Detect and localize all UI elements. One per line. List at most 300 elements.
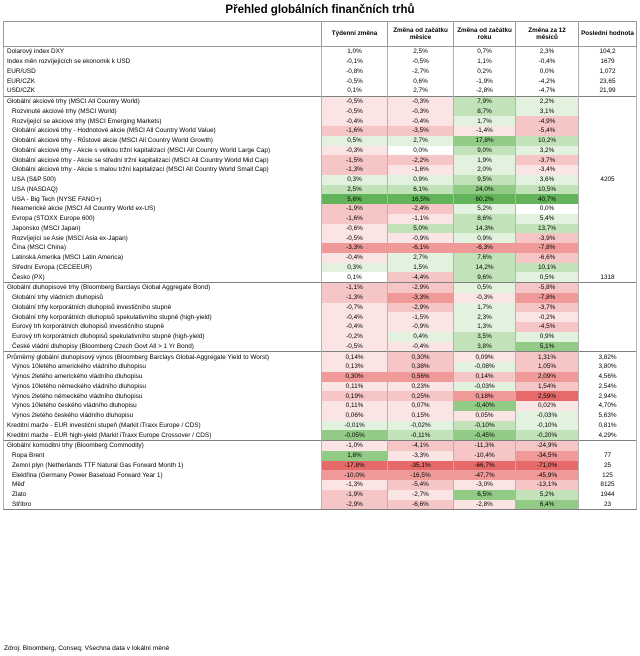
cell-weekly-change: -1,0% [322,441,388,451]
table-row [4,322,637,332]
cell-weekly-change: -0,05% [322,430,388,440]
cell-12m-change: -6,6% [516,253,579,263]
cell-weekly-change: 0,14% [322,352,388,362]
cell-weekly-change: -0,5% [322,96,388,106]
cell-last-value: 0,81% [579,421,637,431]
row-label: Zlato [4,490,322,500]
row-label: Rozvíjející se Asie (MSCI Asia ex-Japan) [4,233,322,243]
cell-ytd-change: 9,5% [454,175,516,185]
cell-ytd-change: -0,45% [454,430,516,440]
cell-ytd-change: 17,8% [454,136,516,146]
cell-weekly-change: -0,4% [322,312,388,322]
cell-last-value: 4,29% [579,430,637,440]
table-row [4,175,637,185]
cell-ytd-change: 5,2% [454,204,516,214]
row-label: Globální akciové trhy (MSCI All Country World) [4,96,322,106]
cell-ytd-change: 60,2% [454,194,516,204]
cell-last-value: 2,54% [579,382,637,392]
cell-mtd-change: -16,5% [388,470,454,480]
cell-weekly-change: -10,0% [322,470,388,480]
cell-ytd-change: 0,18% [454,391,516,401]
table-row [4,57,637,67]
cell-weekly-change: -2,9% [322,500,388,510]
cell-12m-change: 40,7% [516,194,579,204]
table-row [4,480,637,490]
cell-ytd-change: -0,10% [454,421,516,431]
header-12m-change: Změna za 12 měsíců [516,22,579,47]
cell-mtd-change: -2,7% [388,67,454,77]
cell-last-value [579,136,637,146]
cell-last-value: 25 [579,461,637,471]
cell-ytd-change: 9,6% [454,272,516,282]
row-label: Index měn rozvíjejících se ekonomik k USD [4,57,322,67]
cell-ytd-change: -0,03% [454,382,516,392]
cell-12m-change: 3,6% [516,175,579,185]
cell-weekly-change: -0,5% [322,342,388,352]
row-label: USD/CZK [4,86,322,96]
row-label: Kreditní marže - EUR high-yield (Markit iTraxx Europe Crossover / CDS) [4,430,322,440]
cell-12m-change: 2,59% [516,391,579,401]
cell-weekly-change: 0,06% [322,411,388,421]
cell-weekly-change: -0,2% [322,332,388,342]
cell-weekly-change: -0,1% [322,57,388,67]
cell-last-value [579,293,637,303]
cell-12m-change: -4,9% [516,116,579,126]
cell-weekly-change: -1,6% [322,214,388,224]
row-label: Globální akciové trhy - Akcie s velkou tržní kapitalizací (MSCI All Country World Large Cap) [4,146,322,156]
cell-ytd-change: 0,09% [454,352,516,362]
cell-weekly-change: -17,8% [322,461,388,471]
cell-mtd-change: 2,7% [388,136,454,146]
row-label: Dolarový index DXY [4,47,322,57]
cell-last-value [579,96,637,106]
row-label: Globální akciové trhy - Akcie s malou tržní kapitalizací (MSCI All Country World Small Cap) [4,165,322,175]
cell-12m-change: -3,7% [516,303,579,313]
row-label: Rozvinuté akciové trhy (MSCI World) [4,107,322,117]
table-body [4,47,637,510]
table-row [4,283,637,293]
table-row [4,224,637,234]
cell-weekly-change: -0,5% [322,107,388,117]
row-label: Rozvíjející se akciové trhy (MSCI Emerging Markets) [4,116,322,126]
header-label [4,22,322,47]
cell-ytd-change: 0,05% [454,411,516,421]
cell-ytd-change: 1,1% [454,57,516,67]
cell-ytd-change: -0,40% [454,401,516,411]
cell-ytd-change: 7,9% [454,96,516,106]
cell-12m-change: 5,1% [516,342,579,352]
cell-weekly-change: 1,8% [322,451,388,461]
cell-ytd-change: 1,9% [454,155,516,165]
cell-12m-change: -0,2% [516,312,579,322]
table-row [4,146,637,156]
table-row [4,500,637,510]
table-row [4,332,637,342]
table-row [4,253,637,263]
cell-last-value [579,283,637,293]
table-row [4,362,637,372]
cell-12m-change: 13,7% [516,224,579,234]
cell-12m-change: -3,9% [516,233,579,243]
table-row [4,116,637,126]
cell-12m-change: 10,1% [516,263,579,273]
cell-last-value [579,116,637,126]
cell-12m-change: 6,4% [516,500,579,510]
cell-last-value [579,155,637,165]
cell-weekly-change: -3,3% [322,243,388,253]
cell-ytd-change: 2,0% [454,165,516,175]
row-label: Výnos 2letého českého vládního dluhopisu [4,411,322,421]
cell-last-value [579,303,637,313]
row-label: Čína (MSCI China) [4,243,322,253]
cell-weekly-change: -1,3% [322,293,388,303]
row-label: Zemní plyn (Netherlands TTF Natural Gas Forward Month 1) [4,461,322,471]
cell-last-value [579,233,637,243]
cell-mtd-change: 0,56% [388,372,454,382]
cell-last-value: 21,99 [579,86,637,96]
cell-weekly-change: -1,6% [322,126,388,136]
table-row [4,342,637,352]
cell-ytd-change: -2,8% [454,500,516,510]
cell-ytd-change: -66,7% [454,461,516,471]
table-row [4,47,637,57]
cell-12m-change: -4,5% [516,322,579,332]
table-row [4,441,637,451]
cell-12m-change: 1,31% [516,352,579,362]
row-label: Eurový trh korporátních dluhopisů investičního stupně [4,322,322,332]
cell-last-value [579,224,637,234]
cell-weekly-change: 0,11% [322,401,388,411]
cell-mtd-change: 2,7% [388,86,454,96]
header-last-value: Poslední hodnota [579,22,637,47]
cell-mtd-change: -1,1% [388,214,454,224]
cell-12m-change: 0,02% [516,401,579,411]
cell-12m-change: -45,9% [516,470,579,480]
cell-ytd-change: 7,6% [454,253,516,263]
cell-last-value [579,441,637,451]
cell-ytd-change: 14,2% [454,263,516,273]
cell-ytd-change: -6,3% [454,243,516,253]
cell-weekly-change: -0,7% [322,303,388,313]
cell-mtd-change: -0,02% [388,421,454,431]
cell-mtd-change: -0,3% [388,107,454,117]
cell-ytd-change: 0,14% [454,372,516,382]
cell-weekly-change: -1,3% [322,480,388,490]
cell-ytd-change: 0,2% [454,67,516,77]
cell-ytd-change: 0,9% [454,233,516,243]
row-label: Stříbro [4,500,322,510]
table-row [4,430,637,440]
cell-12m-change: -71,0% [516,461,579,471]
row-label: Průměrný globální dluhopisový výnos (Bloomberg Barclays Global-Aggregate Yield to Worst) [4,352,322,362]
cell-ytd-change: 2,3% [454,312,516,322]
table-row [4,391,637,401]
cell-last-value: 77 [579,451,637,461]
table-row [4,382,637,392]
cell-last-value [579,322,637,332]
cell-last-value [579,204,637,214]
cell-mtd-change: 6,1% [388,185,454,195]
cell-last-value: 1944 [579,490,637,500]
cell-ytd-change: 3,8% [454,342,516,352]
cell-12m-change: -3,4% [516,165,579,175]
cell-last-value: 23 [579,500,637,510]
cell-mtd-change: -1,6% [388,165,454,175]
cell-ytd-change: 3,5% [454,332,516,342]
cell-12m-change: -0,10% [516,421,579,431]
cell-last-value: 3,82% [579,352,637,362]
table-row [4,165,637,175]
cell-12m-change: -24,9% [516,441,579,451]
table-row [4,185,637,195]
table-row [4,204,637,214]
cell-mtd-change: -2,7% [388,490,454,500]
table-row [4,263,637,273]
cell-mtd-change: 2,5% [388,47,454,57]
row-label: Japonsko (MSCI Japan) [4,224,322,234]
table-row [4,76,637,86]
cell-ytd-change: -10,4% [454,451,516,461]
cell-12m-change: -13,1% [516,480,579,490]
table-row [4,96,637,106]
row-label: Globální akciové trhy - Hodnotové akcie (MSCI All Country World Value) [4,126,322,136]
cell-weekly-change: 0,5% [322,136,388,146]
cell-12m-change: -7,8% [516,243,579,253]
row-label: Česko (PX) [4,272,322,282]
cell-12m-change: -4,7% [516,86,579,96]
cell-mtd-change: -2,4% [388,204,454,214]
cell-12m-change: -5,4% [516,126,579,136]
source-note: Zdroj: Bloomberg, Conseq; Všechna data v lokální měně [4,645,170,652]
row-label: Výnos 10letého českého vládního dluhopisu [4,401,322,411]
cell-last-value [579,332,637,342]
cell-last-value [579,194,637,204]
row-label: Evropa (STOXX Europe 600) [4,214,322,224]
cell-12m-change: 10,2% [516,136,579,146]
cell-last-value [579,263,637,273]
cell-ytd-change: -11,3% [454,441,516,451]
row-label: Ropa Brent [4,451,322,461]
cell-12m-change: 1,05% [516,362,579,372]
cell-last-value [579,243,637,253]
cell-weekly-change: 0,13% [322,362,388,372]
cell-ytd-change: 0,5% [454,283,516,293]
cell-mtd-change: 16,5% [388,194,454,204]
cell-ytd-change: 8,7% [454,107,516,117]
cell-last-value [579,146,637,156]
cell-mtd-change: -0,9% [388,233,454,243]
row-label: Výnos 10letého německého vládního dluhopisu [4,382,322,392]
row-label: Globální trhy korporátních dluhopisů spekulativního stupně (high-yield) [4,312,322,322]
cell-12m-change: 5,2% [516,490,579,500]
cell-last-value: 8125 [579,480,637,490]
row-label: Globální trhy korporátních dluhopisů investičního stupně [4,303,322,313]
cell-weekly-change: -0,4% [322,253,388,263]
table-row [4,372,637,382]
cell-mtd-change: -3,5% [388,126,454,136]
cell-last-value [579,214,637,224]
row-label: Výnos 2letého amerického vládního dluhopisu [4,372,322,382]
table-row [4,461,637,471]
cell-ytd-change: -47,7% [454,470,516,480]
cell-mtd-change: -3,3% [388,451,454,461]
cell-ytd-change: 0,7% [454,47,516,57]
cell-12m-change: 1,54% [516,382,579,392]
cell-weekly-change: 0,3% [322,175,388,185]
row-label: EUR/CZK [4,76,322,86]
cell-weekly-change: -0,5% [322,76,388,86]
row-label: Globální dluhopisové trhy (Bloomberg Barclays Global Aggregate Bond) [4,283,322,293]
table-row [4,421,637,431]
cell-mtd-change: -0,3% [388,96,454,106]
header-ytd-change: Změna od začátku roku [454,22,516,47]
cell-12m-change: 0,0% [516,67,579,77]
row-label: Eurový trh korporátních dluhopisů spekulativního stupně (high-yield) [4,332,322,342]
cell-weekly-change: -0,8% [322,67,388,77]
cell-mtd-change: -6,6% [388,500,454,510]
row-label: Globální akciové trhy - Akcie se střední tržní kapitalizací (MSCI All Country World Mid Cap) [4,155,322,165]
cell-ytd-change: 14,3% [454,224,516,234]
cell-weekly-change: 0,19% [322,391,388,401]
cell-mtd-change: 1,5% [388,263,454,273]
markets-table [3,21,637,510]
table-row [4,194,637,204]
table-row [4,155,637,165]
row-label: Globální komoditní trhy (Bloomberg Commodity) [4,441,322,451]
cell-weekly-change: -0,5% [322,233,388,243]
cell-last-value: 1318 [579,272,637,282]
cell-last-value [579,165,637,175]
cell-weekly-change: -0,3% [322,146,388,156]
cell-weekly-change: -0,01% [322,421,388,431]
cell-12m-change: 3,1% [516,107,579,117]
cell-weekly-change: 5,6% [322,194,388,204]
cell-last-value [579,107,637,117]
row-label: Neamerické akcie (MSCI All Country World ex-US) [4,204,322,214]
cell-12m-change: -5,8% [516,283,579,293]
row-label: USA (NASDAQ) [4,185,322,195]
cell-weekly-change: 0,30% [322,372,388,382]
cell-weekly-change: -0,4% [322,322,388,332]
table-row [4,293,637,303]
row-label: České vládní dluhopisy (Bloomberg Czech Govt All > 1 Yr Bond) [4,342,322,352]
row-label: Globální trhy vládních dluhopisů [4,293,322,303]
table-row [4,233,637,243]
row-label: Kreditní marže - EUR investiční stupeň (Markit iTraxx Europe / CDS) [4,421,322,431]
table-header-row [4,22,637,47]
cell-12m-change: -0,20% [516,430,579,440]
cell-ytd-change: -3,0% [454,480,516,490]
cell-12m-change: 0,9% [516,332,579,342]
cell-mtd-change: -0,4% [388,116,454,126]
cell-last-value: 4,70% [579,401,637,411]
cell-last-value [579,185,637,195]
table-row [4,451,637,461]
cell-mtd-change: -5,4% [388,480,454,490]
cell-12m-change: -0,03% [516,411,579,421]
cell-last-value: 23,65 [579,76,637,86]
cell-weekly-change: 0,3% [322,263,388,273]
cell-mtd-change: -0,5% [388,57,454,67]
cell-ytd-change: 6,5% [454,490,516,500]
cell-last-value: 1679 [579,57,637,67]
header-weekly-change: Týdenní změna [322,22,388,47]
table-row [4,490,637,500]
cell-12m-change: -4,2% [516,76,579,86]
cell-mtd-change: -4,1% [388,441,454,451]
cell-ytd-change: -1,4% [454,126,516,136]
cell-12m-change: -7,8% [516,293,579,303]
cell-weekly-change: 0,11% [322,382,388,392]
table-row [4,411,637,421]
table-row [4,272,637,282]
cell-12m-change: -0,4% [516,57,579,67]
row-label: USA (S&P 500) [4,175,322,185]
cell-mtd-change: 5,0% [388,224,454,234]
cell-mtd-change: -6,1% [388,243,454,253]
cell-weekly-change: 0,1% [322,272,388,282]
cell-ytd-change: 1,3% [454,322,516,332]
table-row [4,401,637,411]
cell-last-value: 104,2 [579,47,637,57]
cell-ytd-change: -2,8% [454,86,516,96]
table-row [4,243,637,253]
cell-mtd-change: 2,7% [388,253,454,263]
cell-weekly-change: -0,6% [322,224,388,234]
cell-last-value: 2,94% [579,391,637,401]
cell-last-value: 125 [579,470,637,480]
table-row [4,67,637,77]
cell-mtd-change: -2,2% [388,155,454,165]
cell-weekly-change: -1,1% [322,283,388,293]
cell-12m-change: 5,4% [516,214,579,224]
header-mtd-change: Změna od začátku měsíce [388,22,454,47]
table-row [4,470,637,480]
cell-last-value: 3,80% [579,362,637,372]
cell-mtd-change: 0,23% [388,382,454,392]
cell-mtd-change: -35,1% [388,461,454,471]
cell-mtd-change: 0,0% [388,146,454,156]
table-row [4,86,637,96]
cell-weekly-change: 1,0% [322,47,388,57]
cell-12m-change: -34,5% [516,451,579,461]
cell-ytd-change: 24,0% [454,185,516,195]
cell-weekly-change: -1,5% [322,155,388,165]
cell-mtd-change: -0,4% [388,342,454,352]
table-row [4,352,637,362]
row-label: Globální akciové trhy - Růstové akcie (MSCI All Country World Growth) [4,136,322,146]
cell-last-value: 5,63% [579,411,637,421]
cell-12m-change: 2,3% [516,47,579,57]
cell-mtd-change: 0,38% [388,362,454,372]
cell-12m-change: 2,09% [516,372,579,382]
table-row [4,136,637,146]
cell-12m-change: 0,0% [516,204,579,214]
cell-last-value: 4,56% [579,372,637,382]
page-title: Přehled globálních finančních trhů [225,4,415,16]
cell-weekly-change: 2,5% [322,185,388,195]
cell-ytd-change: -1,9% [454,76,516,86]
cell-12m-change: 2,2% [516,96,579,106]
row-label: Měď [4,480,322,490]
cell-ytd-change: -0,3% [454,293,516,303]
cell-12m-change: 0,5% [516,272,579,282]
cell-last-value: 1,072 [579,67,637,77]
cell-mtd-change: 0,07% [388,401,454,411]
cell-weekly-change: -0,4% [322,116,388,126]
cell-mtd-change: 0,15% [388,411,454,421]
cell-last-value [579,312,637,322]
